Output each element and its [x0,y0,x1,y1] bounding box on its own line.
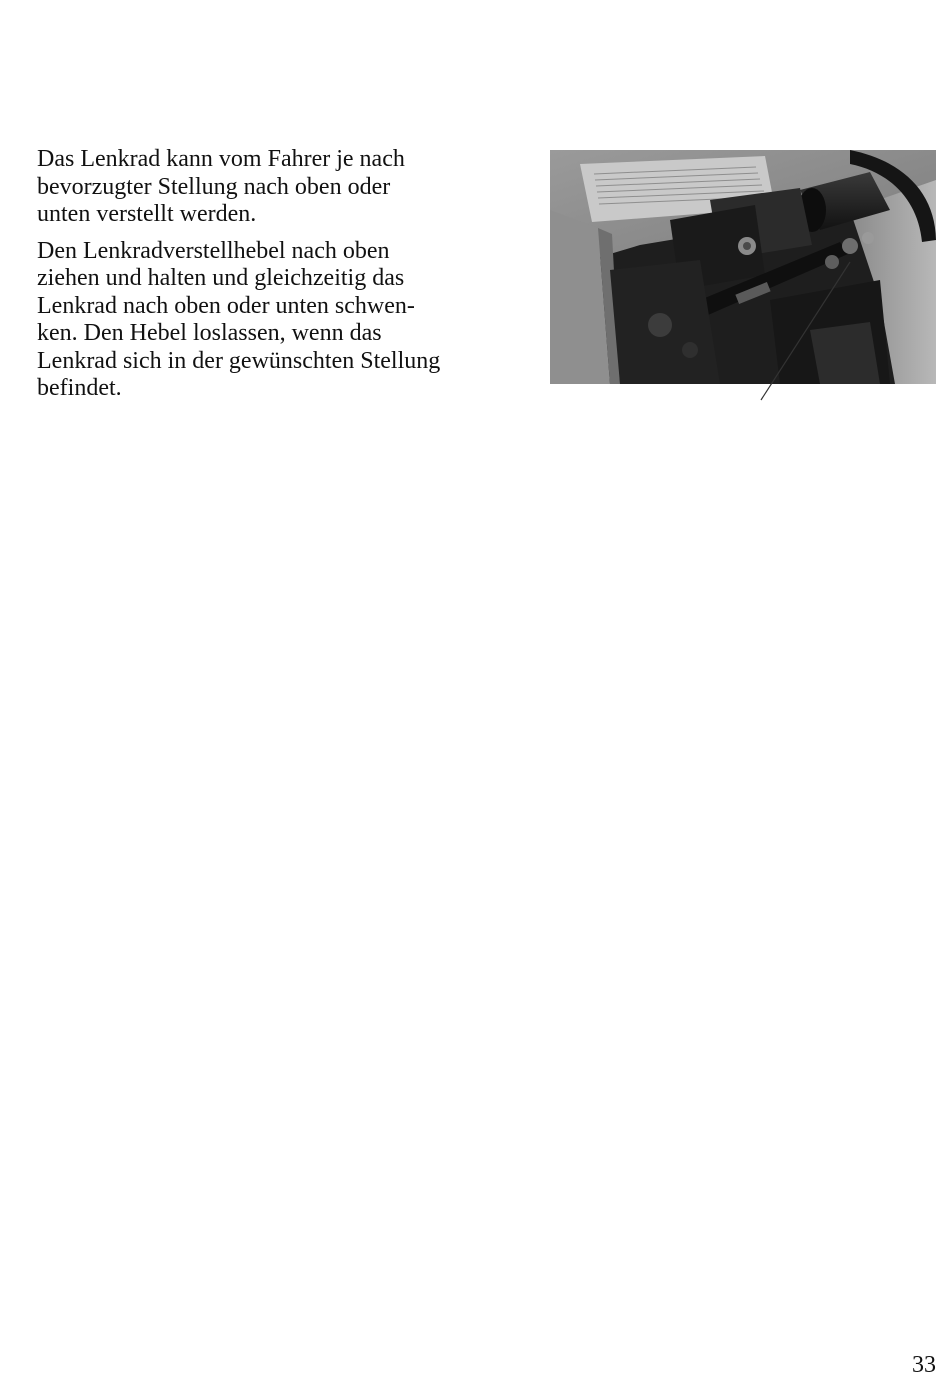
paragraph-intro: Das Lenkrad kann vom Fahrer je nach bevorzugter Stellung nach oben oder unten verstellt werden. [37,146,405,227]
page-number: 33 [912,1352,936,1378]
body-text [37,146,517,412]
paragraph-instructions: Den Lenkradverstellhebel nach oben ziehen und halten und gleichzeitig das Lenkrad nach oben oder unten schwen- ken. Den Hebel loslassen, wenn das Lenkrad sich in der gewünschten Stellung befindet. [37,237,441,401]
steering-column-photo [550,150,936,384]
